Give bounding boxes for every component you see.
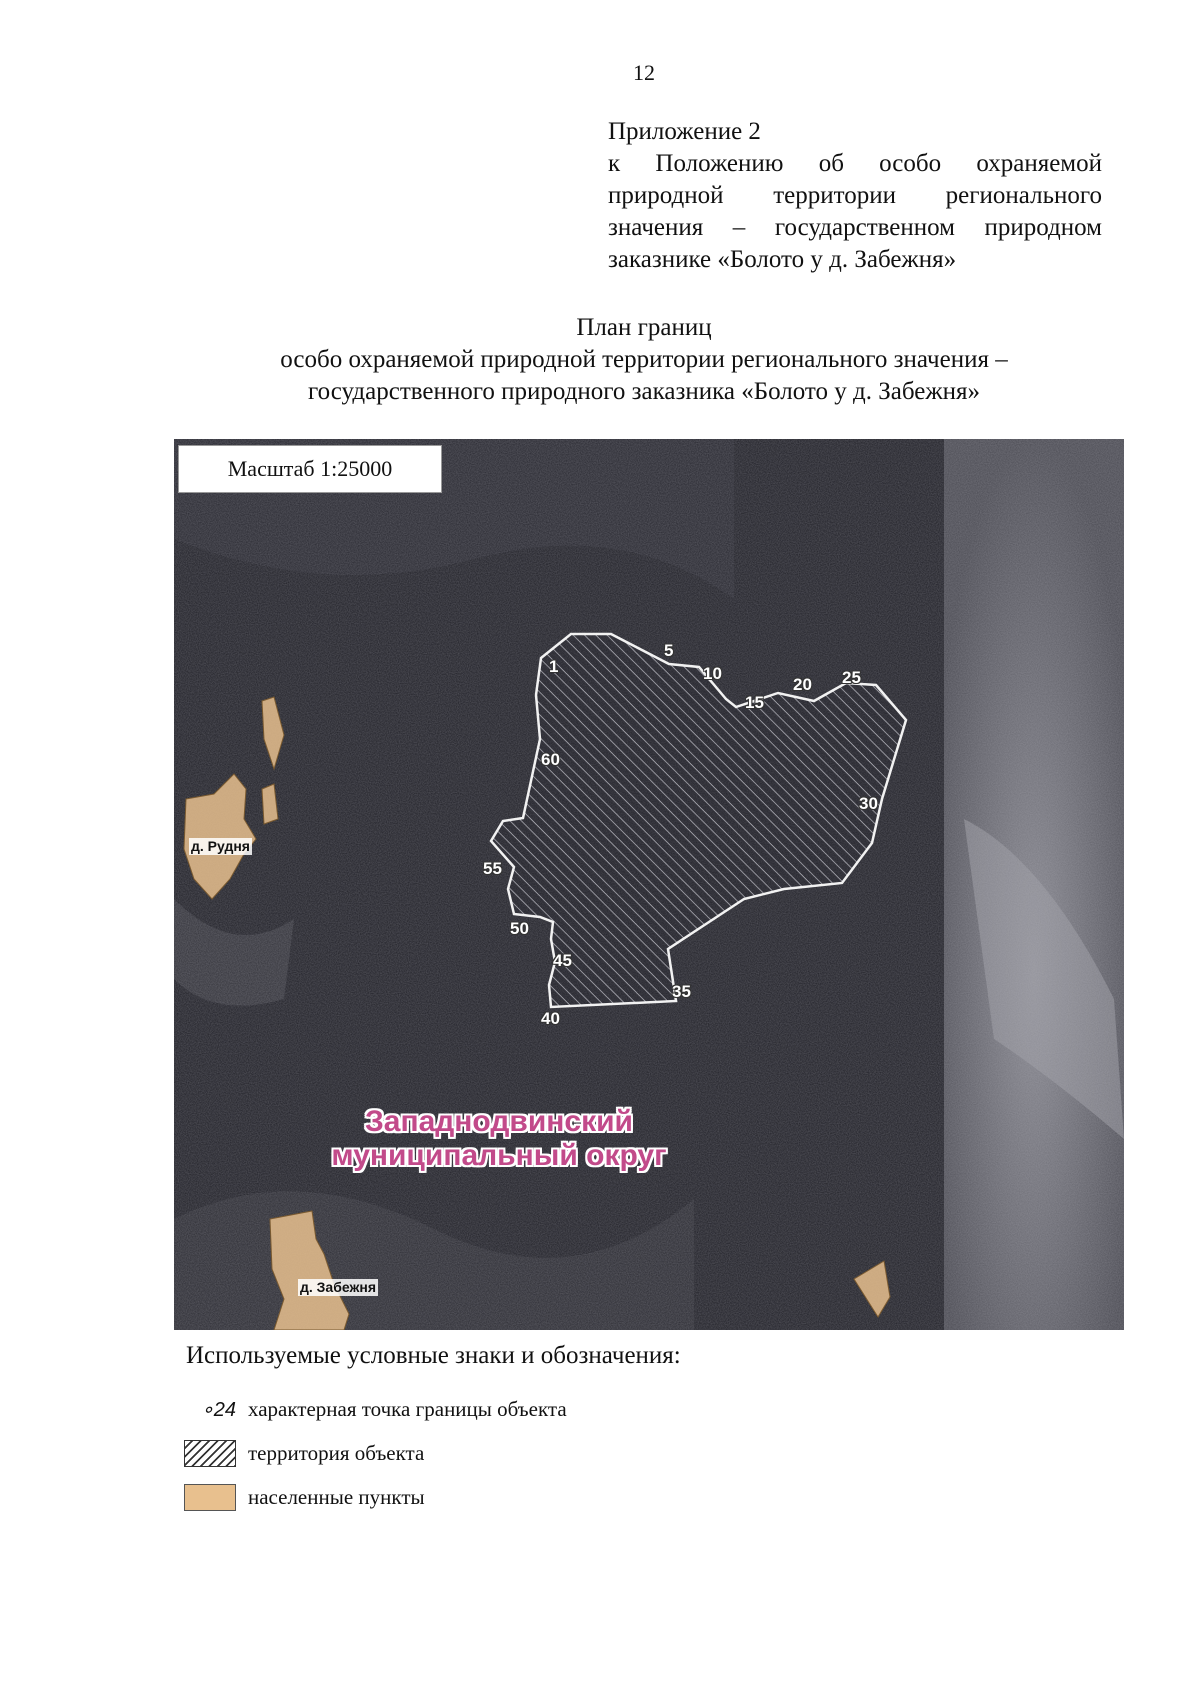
boundary-point-label: 55 [483, 859, 502, 878]
boundary-point-label: 50 [510, 919, 529, 938]
hatch-swatch-icon [184, 1440, 236, 1467]
appendix-body: к Положению об особо охраняемой природной территории регионального значения – государственном природном заказнике «Болото у д. Забежня» [608, 150, 1102, 273]
legend-item-boundary-point [184, 1397, 567, 1422]
place-label-rudnya: д. Рудня [191, 838, 250, 854]
legend-item-settlements [184, 1484, 425, 1511]
satellite-map-image [174, 439, 1124, 1330]
boundary-point-symbol: ∘24 [201, 1399, 236, 1421]
plan-title-line2: особо охраняемой природной территории регионального значения – [280, 346, 1008, 373]
boundary-point-label: 1 [549, 657, 559, 676]
boundary-point-label: 35 [672, 982, 691, 1001]
district-label-line1: Западнодвинский [364, 1105, 633, 1138]
boundary-point-label: 60 [541, 750, 560, 769]
appendix-title: Приложение 2 [608, 118, 761, 145]
plan-title [0, 312, 1200, 408]
legend-title: Используемые условные знаки и обозначения: [186, 1342, 681, 1369]
boundary-point-label: 5 [664, 641, 674, 660]
district-label-line2: муниципальный округ [331, 1139, 667, 1172]
page-number: 12 [633, 60, 655, 85]
boundary-map [174, 439, 1124, 1330]
boundary-point-label: 20 [793, 675, 812, 694]
boundary-point-label: 10 [703, 664, 722, 683]
boundary-point-label: 40 [541, 1009, 560, 1028]
settlement-swatch-icon [184, 1484, 236, 1511]
boundary-point-label: 30 [859, 794, 878, 813]
legend-label: характерная точка границы объекта [248, 1397, 567, 1421]
boundary-point-label: 45 [553, 951, 572, 970]
legend-label: территория объекта [248, 1441, 425, 1465]
scale-label: Масштаб 1:25000 [178, 445, 442, 493]
legend-label: населенные пункты [248, 1485, 425, 1509]
appendix-header [608, 116, 1102, 276]
legend-item-territory [184, 1440, 424, 1467]
place-label-zabezhnya: д. Забежня [300, 1279, 377, 1295]
boundary-point-label: 15 [745, 693, 764, 712]
district-label [324, 1105, 674, 1173]
plan-title-line3: государственного природного заказника «Болото у д. Забежня» [307, 378, 981, 405]
plan-title-line1: План границ [576, 314, 712, 341]
boundary-point-label: 25 [842, 668, 861, 687]
